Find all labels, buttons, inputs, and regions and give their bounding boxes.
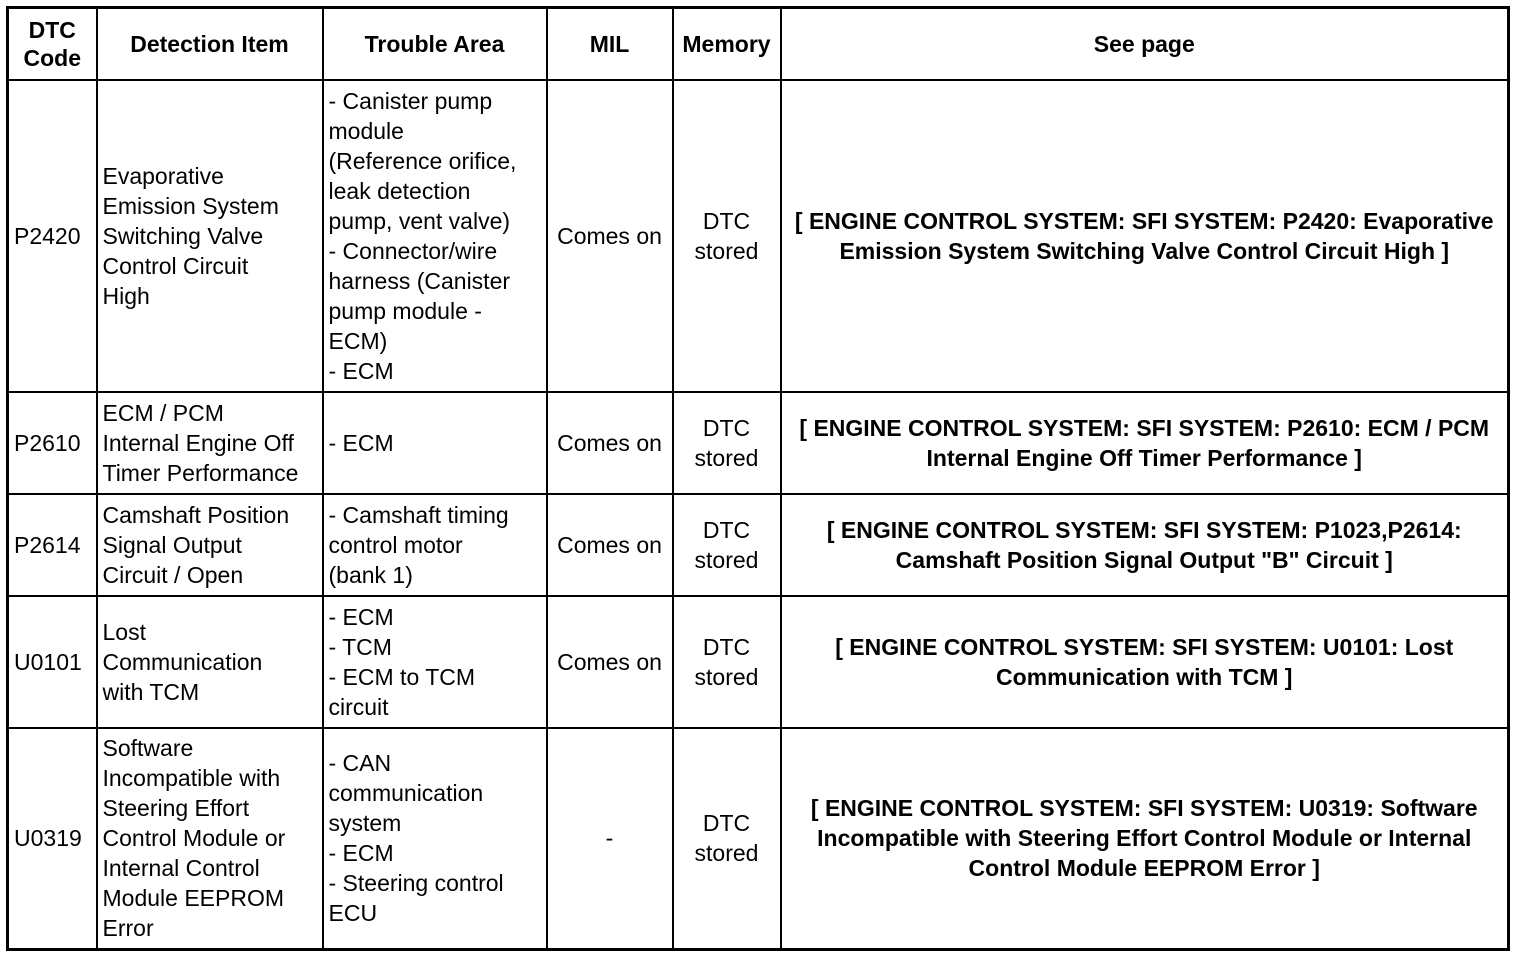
dtc-code: U0101 [8,596,97,728]
table-row [8,596,1509,728]
see-page-link[interactable] [781,80,1509,392]
header-dtc-code [8,8,97,80]
detection-item [97,728,323,950]
trouble-area-line: - Steering control [328,870,504,897]
dtc-code: P2614 [8,494,97,596]
mil-status: - [547,728,673,950]
dtc-code: P2610 [8,392,97,494]
detection-item-line: ECM / PCM [102,399,224,426]
trouble-area-line: - Camshaft timing [328,501,509,528]
memory-line: stored [694,444,759,471]
see-page-text: [ ENGINE CONTROL SYSTEM: SFI SYSTEM: U0101: Lost Communication with TCM ] [835,633,1454,690]
trouble-area-line: module [328,117,404,144]
trouble-area-line: system [328,810,402,837]
memory-status [673,80,781,392]
see-page-text: [ ENGINE CONTROL SYSTEM: SFI SYSTEM: P2420: Evaporative Emission System Switching Valve Control Circuit High ] [794,207,1494,264]
trouble-area-line: pump module - [328,297,482,324]
memory-line: DTC [702,414,751,441]
detection-item-line: Signal Output [102,531,242,558]
memory-line: DTC [702,810,751,837]
trouble-area-line: (Reference orifice, [328,147,517,174]
trouble-area-line: leak detection [328,177,471,204]
see-page-text: [ ENGINE CONTROL SYSTEM: SFI SYSTEM: U0319: Software Incompatible with Steering Effort Control Module or Internal Control Module EEPROM Error ] [810,795,1478,882]
detection-item-line: High [102,282,150,309]
detection-item [97,80,323,392]
detection-item-line: Lost [102,618,146,645]
detection-item-line: Camshaft Position [102,501,290,528]
trouble-area-line: ECM) [328,327,388,354]
header-detection-item: Detection Item [97,8,323,80]
memory-line: DTC [702,633,751,660]
memory-line: stored [694,237,759,264]
detection-item-line: Internal Control [102,855,260,882]
detection-item-line: Timer Performance [102,459,299,486]
trouble-area-line: pump, vent valve) [328,207,511,234]
dtc-table [6,6,1510,951]
detection-item-line: Error [102,915,154,942]
trouble-area-line: - ECM to TCM [328,663,476,690]
memory-status [673,494,781,596]
detection-item-line: Switching Valve [102,222,264,249]
detection-item-line: Control Circuit [102,252,249,279]
trouble-area-line: - Connector/wire [328,237,498,264]
see-page-link[interactable] [781,596,1509,728]
dtc-code: P2420 [8,80,97,392]
trouble-area-line: - ECM [328,840,394,867]
table-row [8,728,1509,950]
table-row [8,494,1509,596]
trouble-area [323,728,547,950]
trouble-area [323,80,547,392]
trouble-area-line: - ECM [328,603,394,630]
detection-item-line: Communication [102,648,263,675]
header-dtc-code-line2: Code [23,44,81,71]
memory-line: DTC [702,207,751,234]
detection-item-line: Steering Effort [102,795,250,822]
header-dtc-code-line1: DTC [28,16,76,43]
header-see-page: See page [781,8,1509,80]
detection-item [97,392,323,494]
trouble-area-line: - CAN [328,750,392,777]
trouble-area-line: harness (Canister [328,267,511,294]
trouble-area-line: - TCM [328,633,392,660]
memory-status [673,596,781,728]
detection-item-line: Incompatible with [102,765,281,792]
mil-status: Comes on [547,494,673,596]
detection-item [97,596,323,728]
trouble-area [323,392,547,494]
memory-line: stored [694,663,759,690]
trouble-area-line: - Canister pump [328,87,493,114]
see-page-text: [ ENGINE CONTROL SYSTEM: SFI SYSTEM: P2610: ECM / PCM Internal Engine Off Timer Performance ] [799,414,1490,471]
detection-item-line: Internal Engine Off [102,429,294,456]
detection-item-line: Control Module or [102,825,286,852]
trouble-area-line: ECU [328,900,378,927]
detection-item [97,494,323,596]
header-mil: MIL [547,8,673,80]
detection-item-line: with TCM [102,678,200,705]
trouble-area-line: (bank 1) [328,561,413,588]
see-page-link[interactable] [781,494,1509,596]
trouble-area-line: communication [328,780,484,807]
trouble-area-line: - ECM [328,357,394,384]
see-page-text: [ ENGINE CONTROL SYSTEM: SFI SYSTEM: P1023,P2614: Camshaft Position Signal Output "B" Circuit ] [826,516,1462,573]
see-page-link[interactable] [781,392,1509,494]
detection-item-line: Circuit / Open [102,561,244,588]
trouble-area [323,596,547,728]
trouble-area-line: - ECM [328,429,394,456]
memory-line: stored [694,840,759,867]
memory-status [673,392,781,494]
detection-item-line: Evaporative [102,162,224,189]
header-row [8,8,1509,80]
detection-item-line: Module EEPROM [102,885,285,912]
header-trouble-area: Trouble Area [323,8,547,80]
mil-status: Comes on [547,392,673,494]
see-page-link[interactable] [781,728,1509,950]
table-row [8,392,1509,494]
trouble-area-line: control motor [328,531,463,558]
trouble-area [323,494,547,596]
detection-item-line: Emission System [102,192,279,219]
mil-status: Comes on [547,596,673,728]
mil-status: Comes on [547,80,673,392]
memory-line: stored [694,546,759,573]
memory-status [673,728,781,950]
table-row [8,80,1509,392]
trouble-area-line: circuit [328,693,389,720]
memory-line: DTC [702,516,751,543]
dtc-code: U0319 [8,728,97,950]
header-memory: Memory [673,8,781,80]
detection-item-line: Software [102,735,194,762]
